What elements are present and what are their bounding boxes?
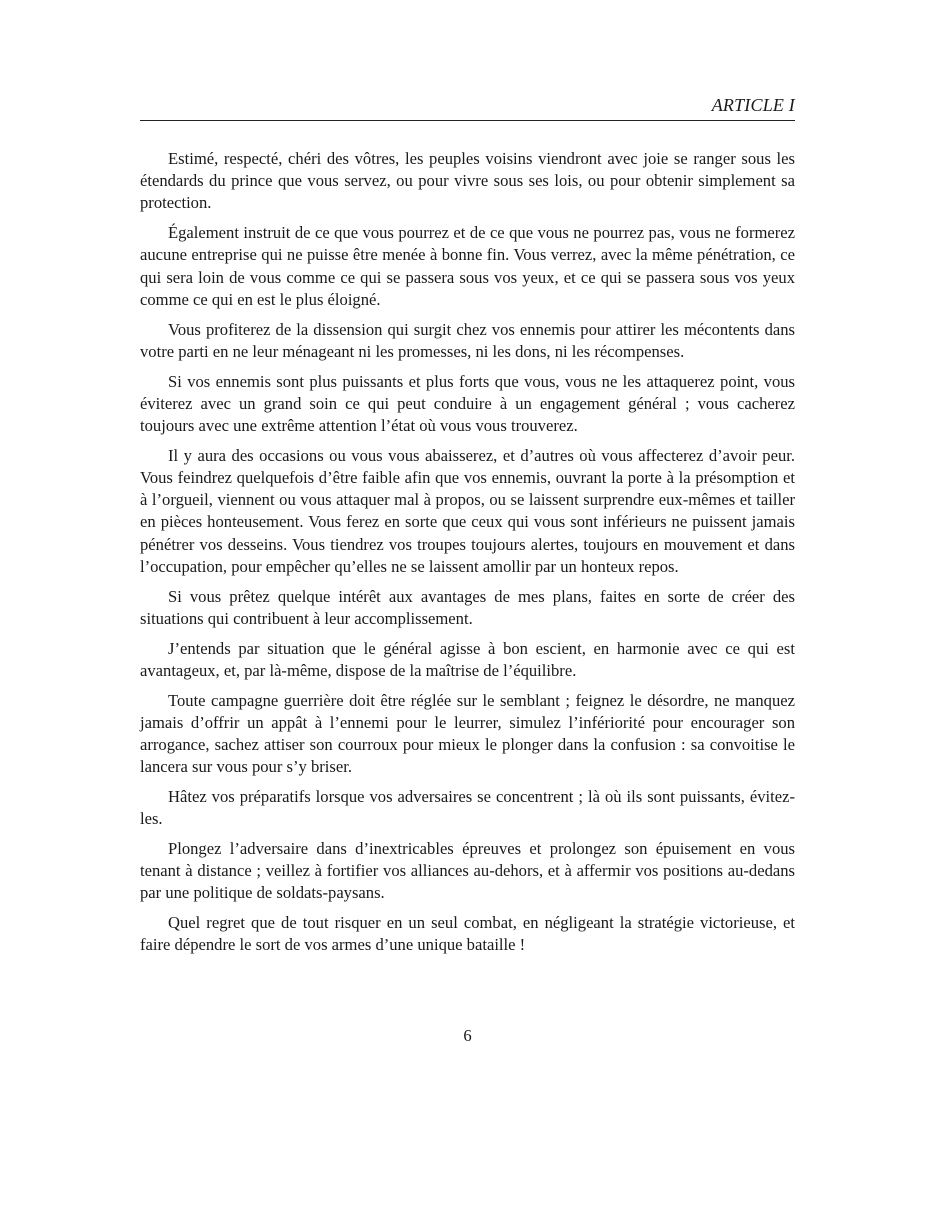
body-text (140, 148, 795, 964)
paragraph: Il y aura des occasions ou vous vous abaisserez, et d’autres où vous affecterez d’avoir peur. Vous feindrez quelquefois d’être faible afin que vos ennemis, ouvrant la porte à la présomption et à l’orgueil, viennent ou vous attaquer mal à propos, ou se laissent surprendre eux-mêmes et tailler en pièces honteusement. Vous ferez en sorte que ceux qui vous sont inférieurs ne puissent jamais pénétrer vos desseins. Vous tiendrez vos troupes toujours alertes, toujours en mouvement et dans l’occupation, pour empêcher qu’elles ne se laissent amollir par un honteux repos. (140, 445, 795, 576)
paragraph: Si vous prêtez quelque intérêt aux avantages de mes plans, faites en sorte de créer des situations qui contribuent à leur accomplissement. (140, 586, 795, 628)
chapter-title: ARTICLE I (711, 95, 795, 115)
paragraph: Estimé, respecté, chéri des vôtres, les peuples voisins viendront avec joie se ranger sous les étendards du prince que vous servez, ou pour vivre sous ses lois, ou pour obtenir simplement sa protection. (140, 149, 795, 213)
page-number: 6 (463, 1026, 472, 1045)
paragraph: Vous profiterez de la dissension qui surgit chez vos ennemis pour attirer les mécontents dans votre parti en ne leur ménageant ni les promesses, ni les dons, ni les récompenses. (140, 319, 795, 361)
paragraph: Plongez l’adversaire dans d’inextricables épreuves et prolongez son épuisement en vous tenant à distance ; veillez à fortifier vos alliances au-dehors, et à affermir vos positions au-dedans par une politique de soldats-paysans. (140, 839, 795, 903)
running-header (140, 94, 795, 121)
paragraph: Hâtez vos préparatifs lorsque vos adversaires se concentrent ; là où ils sont puissants, évitez-les. (140, 787, 795, 829)
paragraph: J’entends par situation que le général agisse à bon escient, en harmonie avec ce qui est avantageux, et, par là-même, dispose de la maîtrise de l’équilibre. (140, 638, 795, 680)
paragraph: Quel regret que de tout risquer en un seul combat, en négligeant la stratégie victorieuse, et faire dépendre le sort de vos armes d’une unique bataille ! (140, 913, 795, 955)
paragraph: Également instruit de ce que vous pourrez et de ce que vous ne pourrez pas, vous ne formerez aucune entreprise qui ne puisse être menée à bonne fin. Vous verrez, avec la même pénétration, ce qui sera loin de vous comme ce qui se passera sous vos yeux, et ce qui se passera sous vos yeux comme ce qui en est le plus éloigné. (140, 223, 795, 309)
paragraph: Toute campagne guerrière doit être réglée sur le semblant ; feignez le désordre, ne manquez jamais d’offrir un appât à l’ennemi pour le leurrer, simulez l’infériorité pour encourager son arrogance, sachez attiser son courroux pour mieux le plonger dans la confusion : sa convoitise le lancera sur vous pour s’y briser. (140, 690, 795, 777)
paragraph: Si vos ennemis sont plus puissants et plus forts que vous, vous ne les attaquerez point, vous éviterez avec un grand soin ce qui peut conduire à un engagement général ; vous cacherez toujours avec une extrême attention l’état où vous vous trouverez. (140, 371, 795, 436)
